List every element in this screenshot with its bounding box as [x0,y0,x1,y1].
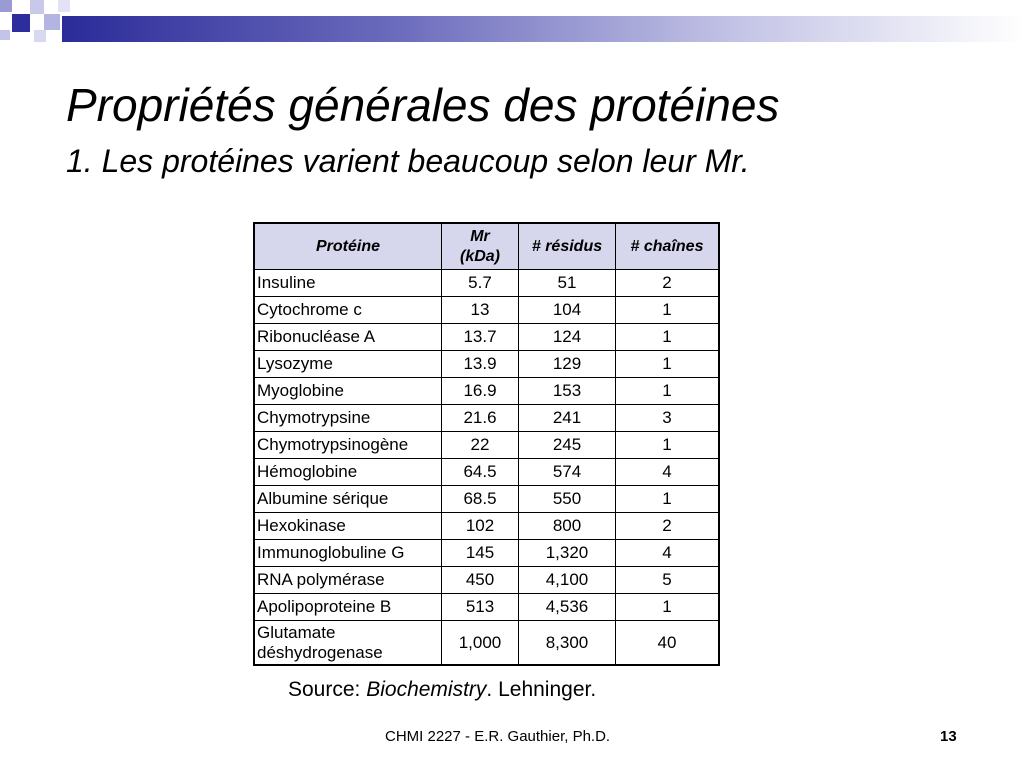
protein-name: Insuline [254,270,442,297]
protein-residues: 8,300 [519,621,616,666]
protein-chains: 1 [616,486,720,513]
protein-chains: 1 [616,594,720,621]
protein-residues: 124 [519,324,616,351]
protein-chains: 1 [616,378,720,405]
source-citation [288,678,596,702]
protein-residues: 4,100 [519,567,616,594]
header-gradient-band [62,16,1024,42]
table-row [254,297,719,324]
protein-name [254,621,442,666]
header-mr-line1: Mr [470,228,490,246]
protein-mr: 102 [442,513,519,540]
footer-text: CHMI 2227 - E.R. Gauthier, Ph.D. [385,728,611,745]
protein-chains: 1 [616,324,720,351]
protein-residues: 800 [519,513,616,540]
decor-square [0,30,10,40]
source-suffix: . Lehninger. [486,678,597,701]
protein-residues: 51 [519,270,616,297]
protein-name: Apolipoproteine B [254,594,442,621]
protein-chains: 40 [616,621,720,666]
table-row [254,594,719,621]
protein-name-line1: Glutamate [257,622,336,642]
protein-mr: 68.5 [442,486,519,513]
protein-mr: 13.7 [442,324,519,351]
protein-mr: 22 [442,432,519,459]
protein-residues: 574 [519,459,616,486]
protein-chains: 1 [616,351,720,378]
header-mr [442,223,519,270]
table-row [254,351,719,378]
protein-name: Albumine sérique [254,486,442,513]
protein-chains: 2 [616,513,720,540]
header-chains: # chaînes [616,223,720,270]
protein-chains: 4 [616,459,720,486]
protein-mr: 145 [442,540,519,567]
decor-square [58,0,70,12]
table-row [254,513,719,540]
protein-name: RNA polymérase [254,567,442,594]
protein-name: Ribonucléase A [254,324,442,351]
protein-mr: 5.7 [442,270,519,297]
protein-name: Myoglobine [254,378,442,405]
protein-name: Chymotrypsinogène [254,432,442,459]
protein-name: Immunoglobuline G [254,540,442,567]
table-row [254,405,719,432]
decor-square [44,14,60,30]
decor-square [30,0,44,14]
source-book-title: Biochemistry [366,678,487,701]
protein-mr: 513 [442,594,519,621]
protein-chains: 1 [616,432,720,459]
table-row [254,567,719,594]
decor-square [34,30,46,42]
protein-residues: 550 [519,486,616,513]
protein-name: Hexokinase [254,513,442,540]
protein-mr: 450 [442,567,519,594]
protein-chains: 1 [616,297,720,324]
header-protein: Protéine [254,223,442,270]
table-row [254,432,719,459]
table-row [254,540,719,567]
table-row [254,621,719,666]
protein-name: Chymotrypsine [254,405,442,432]
table-row [254,324,719,351]
protein-residues: 245 [519,432,616,459]
header-mr-line2: (kDa) [459,247,500,265]
table-row [254,486,719,513]
protein-name-line2: déshydrogenase [257,642,383,662]
protein-mr: 21.6 [442,405,519,432]
protein-chains: 2 [616,270,720,297]
protein-table [253,222,720,666]
protein-name: Hémoglobine [254,459,442,486]
protein-mr: 13.9 [442,351,519,378]
decor-square [0,0,12,12]
protein-name: Lysozyme [254,351,442,378]
protein-mr: 16.9 [442,378,519,405]
table-row [254,378,719,405]
protein-mr: 13 [442,297,519,324]
protein-residues: 129 [519,351,616,378]
protein-name: Cytochrome c [254,297,442,324]
source-prefix: Source: [288,678,367,701]
protein-residues: 241 [519,405,616,432]
protein-mr: 64.5 [442,459,519,486]
table-row [254,270,719,297]
protein-residues: 4,536 [519,594,616,621]
protein-residues: 1,320 [519,540,616,567]
protein-chains: 4 [616,540,720,567]
page-number: 13 [940,728,957,745]
protein-chains: 5 [616,567,720,594]
protein-residues: 104 [519,297,616,324]
decor-square [12,14,30,32]
table-row [254,459,719,486]
protein-chains: 3 [616,405,720,432]
protein-mr: 1,000 [442,621,519,666]
slide-title: Propriétés générales des protéines [66,79,780,131]
slide-subtitle: 1. Les protéines varient beaucoup selon leur Mr. [66,143,750,179]
header-residues: # résidus [519,223,616,270]
protein-residues: 153 [519,378,616,405]
table-header-row [254,223,719,270]
